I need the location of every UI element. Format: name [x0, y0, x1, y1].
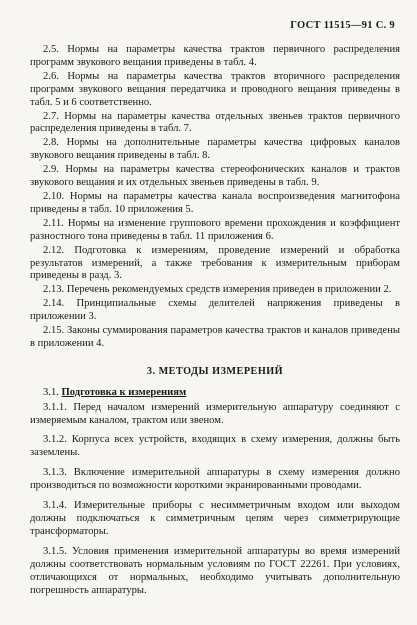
paragraph-2-10: 2.10. Нормы на параметры качества канала воспроизведения магнитофона приведены в табл. 10 приложения 5. [30, 190, 400, 215]
item-3-1-4: 3.1.4. Измерительные приборы с несимметричным входом или выходом должны подключаться к симметричным цепям через симметрирующие трансформаторы. [30, 500, 400, 537]
item-3-1-1: 3.1.1. Перед началом измерений измерительную аппаратуру соединяют с измеряемым каналом, трактом или звеном. [30, 401, 400, 426]
paragraph-2-7: 2.7. Нормы на параметры качества отдельных звеньев трактов первичного распределения приведены в табл. 7. [30, 110, 400, 135]
paragraph-2-9: 2.9. Нормы на параметры качества стереофонических каналов и трактов звукового вещания и их отдельных звеньев приведены в табл. 9. [30, 164, 400, 189]
subsection-title: Подготовка к измерениям [61, 386, 187, 398]
document-body [30, 44, 400, 598]
item-3-1-2: 3.1.2. Корпуса всех устройств, входящих в схему измерения, должны быть заземлены. [30, 434, 400, 459]
paragraph-2-11: 2.11. Нормы на изменение группового времени прохождения и коэффициент разностного тона приведены в табл. 11 приложения 6. [30, 217, 400, 242]
paragraph-2-12: 2.12. Подготовка к измерениям, проведение измерений и обработка результатов измерений, а также требования к измерительным приборам приведены в разд. 3. [30, 244, 400, 282]
paragraph-2-5: 2.5. Нормы на параметры качества трактов первичного распределения программ звукового вещания приведены в табл. 4. [30, 44, 400, 68]
page-header: ГОСТ 11515—91 С. 9 [290, 20, 395, 31]
paragraph-2-6: 2.6. Нормы на параметры качества трактов вторичного распределения программ звукового вещания передатчика и проводного вещания приведены в табл. 5 и 6 соответственно. [30, 70, 400, 108]
section-title: 3. МЕТОДЫ ИЗМЕРЕНИЙ [146, 365, 284, 377]
subsection-number: 3.1. [43, 386, 59, 398]
subsection-heading [30, 387, 400, 400]
paragraph-2-8: 2.8. Нормы на дополнительные параметры качества цифровых каналов звукового вещания приведены в табл. 8. [30, 137, 400, 162]
item-3-1-5: 3.1.5. Условия применения измерительной аппаратуры во время измерений должны соответствовать нормальным условиям по ГОСТ 22261. При условиях, отличающихся от нормальных, необходимо учитывать дополнительную погрешность аппаратуры. [30, 545, 400, 596]
paragraph-2-13: 2.13. Перечень рекомендуемых средств измерения приведен в приложении 2. [43, 284, 392, 296]
item-3-1-3: 3.1.3. Включение измерительной аппаратуры в схему измерения должно производиться по возможности короткими экранированными проводами. [30, 467, 400, 492]
paragraph-2-15: 2.15. Законы суммирования параметров качества трактов и каналов приведены в приложении 4. [30, 325, 400, 349]
paragraph-2-14: 2.14. Принципиальные схемы делителей напряжения приведены в приложении 3. [30, 298, 400, 323]
